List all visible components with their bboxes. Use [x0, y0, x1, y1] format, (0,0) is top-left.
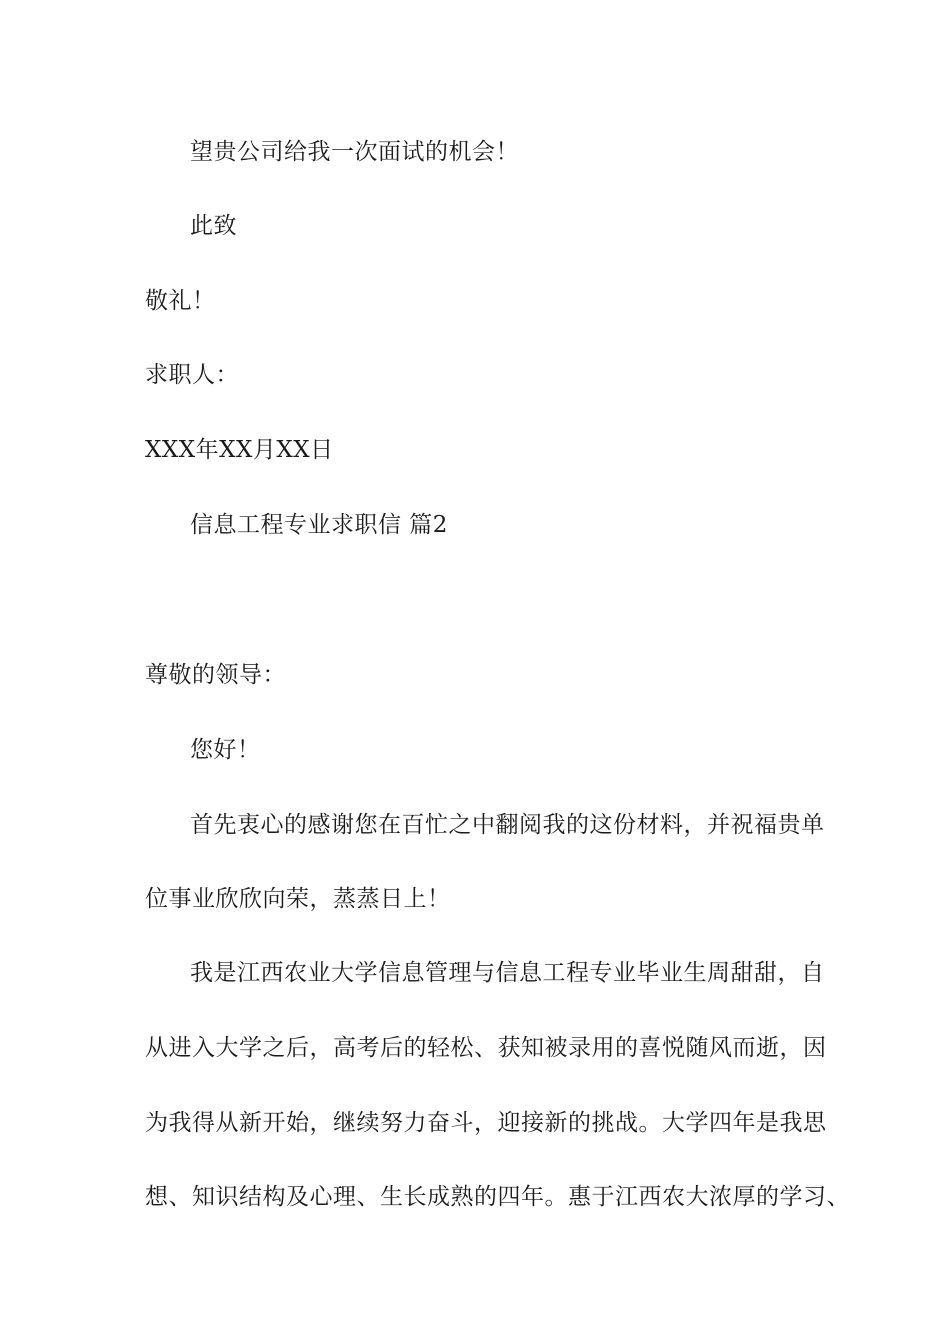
paragraph-2-line-3: 为我得从新开始，继续努力奋斗，迎接新的挑战。大学四年是我思: [145, 1110, 827, 1136]
section-title: 信息工程专业求职信 篇2: [190, 512, 448, 538]
closing-hope-line: 望贵公司给我一次面试的机会！: [190, 139, 519, 165]
signature-date: XXX年XX月XX日: [145, 437, 334, 463]
signature-label: 求职人：: [145, 362, 239, 388]
paragraph-1-line-2: 位事业欣欣向荣，蒸蒸日上！: [145, 886, 451, 912]
paragraph-1-line-1: 首先衷心的感谢您在百忙之中翻阅我的这份材料，并祝福贵单: [190, 812, 825, 838]
closing-salutation-1: 此致: [190, 213, 237, 239]
paragraph-2-line-1: 我是江西农业大学信息管理与信息工程专业毕业生周甜甜，自: [190, 960, 825, 986]
paragraph-2-line-2: 从进入大学之后，高考后的轻松、获知被录用的喜悦随风而逝，因: [145, 1035, 827, 1061]
closing-salutation-2: 敬礼！: [145, 288, 216, 314]
letter-greeting: 尊敬的领导：: [145, 662, 286, 688]
letter-hello: 您好！: [190, 737, 261, 763]
paragraph-2-line-4: 想、知识结构及心理、生长成熟的四年。惠于江西农大浓厚的学习、: [145, 1184, 850, 1210]
